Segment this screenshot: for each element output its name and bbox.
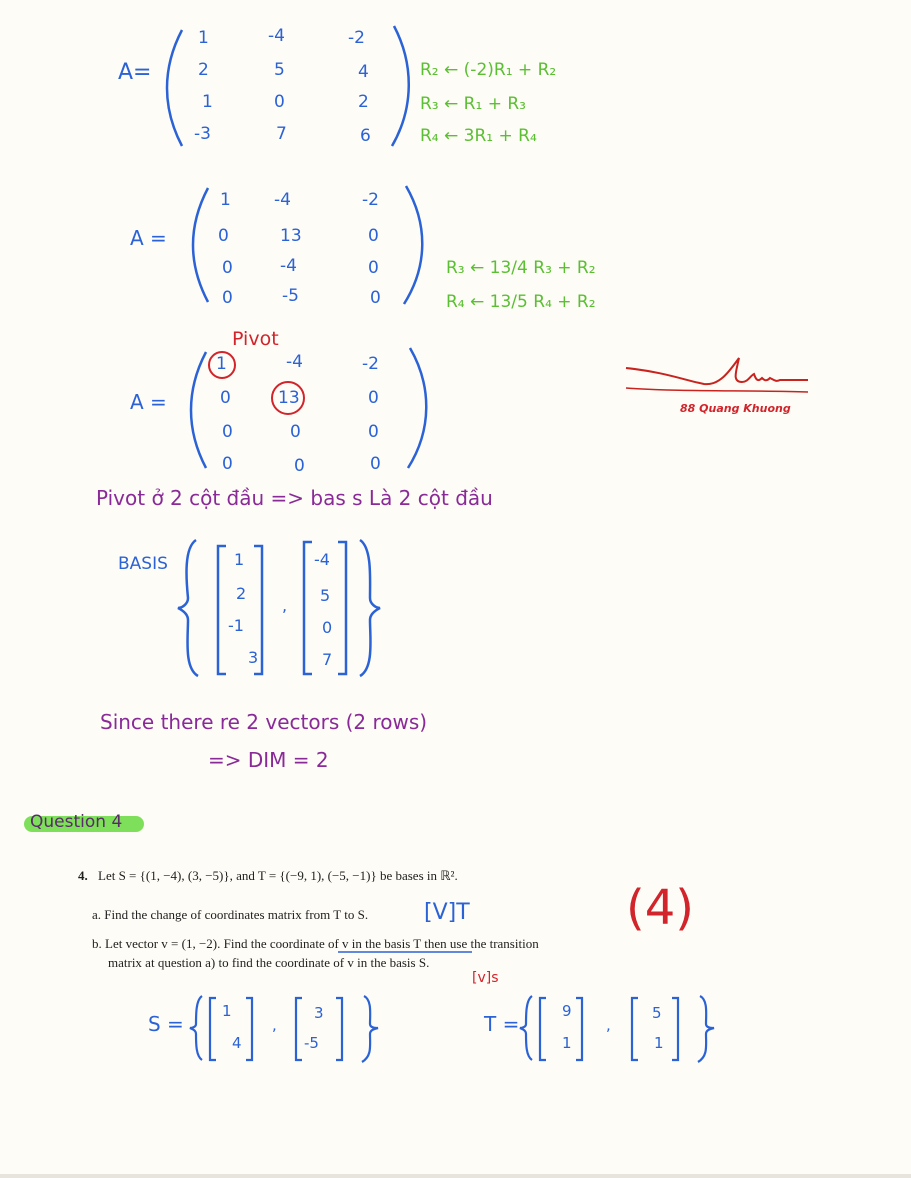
set-S-left-brace xyxy=(188,994,208,1062)
basis-vec1-entry: 1 xyxy=(234,550,245,569)
basis-vec2 xyxy=(312,546,342,672)
basis-vec2-entry: -4 xyxy=(314,550,330,569)
basis-right-brace xyxy=(356,538,386,678)
signature-scribble xyxy=(624,352,814,402)
basis-vec1-entry: -1 xyxy=(228,616,244,635)
matrix1-right-paren xyxy=(388,24,418,148)
basis-left-brace xyxy=(176,538,206,678)
set-T-label: T = xyxy=(484,1012,520,1036)
matrix2-op: R₃ ← 13/4 R₃ + R₂ xyxy=(446,258,596,278)
matrix1-label: A= xyxy=(118,60,152,85)
matrix1-left-paren xyxy=(160,28,190,148)
matrix3-cell: 13 xyxy=(278,388,300,408)
annotation-v-S: [v]s xyxy=(472,970,499,986)
matrix2-cell: 0 xyxy=(222,288,233,308)
set-T-comma: , xyxy=(606,1016,611,1034)
matrix3-cell: 0 xyxy=(220,388,231,408)
problem-part-b-line1: b. Let vector v = (1, −2). Find the coordinate of v in the basis T then use the transition xyxy=(92,936,539,951)
set-T-vec1-entry: 1 xyxy=(562,1034,572,1052)
set-S-vec1-entry: 1 xyxy=(222,1002,232,1020)
set-T-vec2-entry: 5 xyxy=(652,1004,662,1022)
basis-vec2-entry: 7 xyxy=(322,650,333,669)
matrix2-cell: -4 xyxy=(280,256,297,276)
matrix3-cell: 0 xyxy=(368,388,379,408)
matrix1-cell: 5 xyxy=(274,60,285,80)
matrix1-cell: -3 xyxy=(194,124,211,144)
set-S-label: S = xyxy=(148,1012,184,1036)
set-S-comma: , xyxy=(272,1016,277,1034)
basis-vec1-entry: 2 xyxy=(236,584,247,603)
set-S-vec2-entry: -5 xyxy=(304,1034,319,1052)
pivot-note: Pivot ở 2 cột đầu => bas s Là 2 cột đầu xyxy=(96,486,493,510)
matrix3-cell: 1 xyxy=(216,354,227,374)
basis-vec2-entry: 0 xyxy=(322,618,333,637)
pivot-label: Pivot xyxy=(232,328,279,350)
matrix1-cell: 1 xyxy=(202,92,213,112)
set-S-vec2-entry: 3 xyxy=(314,1004,324,1022)
problem-statement: Let S = {(1, −4), (3, −5)}, and T = {(−9, 1), (−5, −1)} be bases in ℝ². xyxy=(98,868,458,883)
matrix2-cell: 0 xyxy=(218,226,229,246)
matrix3-cell: 0 xyxy=(370,454,381,474)
matrix1-op: R₂ ← (-2)R₁ + R₂ xyxy=(420,60,557,80)
matrix2-cell: 0 xyxy=(370,288,381,308)
matrix2-cell: 0 xyxy=(368,258,379,278)
matrix2-left-paren xyxy=(184,186,214,304)
matrix1-cell: 4 xyxy=(358,62,369,82)
matrix3-cell: -4 xyxy=(286,352,303,372)
problem-part-a: a. Find the change of coordinates matrix from T to S. xyxy=(92,907,369,922)
page-bottom-edge xyxy=(0,1174,911,1178)
signature-name: 88 Quang Khuong xyxy=(680,402,791,415)
set-T-vec1-brackets xyxy=(536,996,586,1062)
matrix2-cell: -2 xyxy=(362,190,379,210)
matrix1-cell: 6 xyxy=(360,126,371,146)
question-tag: Question 4 xyxy=(30,812,123,832)
matrix2-op: R₄ ← 13/5 R₄ + R₂ xyxy=(446,292,596,312)
matrix1-cell: 2 xyxy=(358,92,369,112)
dim-note-line1: Since there re 2 vectors (2 rows) xyxy=(100,710,428,734)
set-T-right-brace xyxy=(696,994,720,1064)
matrix1-cell: 2 xyxy=(198,60,209,80)
basis-vec2-entry: 5 xyxy=(320,586,331,605)
basis-comma: , xyxy=(282,596,288,615)
problem-number: 4. xyxy=(78,868,88,883)
basis-label: BASIS xyxy=(118,554,168,574)
matrix3-cell: 0 xyxy=(222,422,233,442)
set-T-left-brace xyxy=(518,994,538,1062)
matrix2-cell: -4 xyxy=(274,190,291,210)
matrix3-cell: 0 xyxy=(368,422,379,442)
matrix1-body xyxy=(190,26,390,146)
set-T-vec1-entry: 9 xyxy=(562,1002,572,1020)
annotation-big-4: (4) xyxy=(626,880,694,936)
matrix2-cell: 13 xyxy=(280,226,302,246)
matrix1-op: R₃ ← R₁ + R₃ xyxy=(420,94,526,114)
matrix3-right-paren xyxy=(404,346,434,470)
dim-note-line2: => DIM = 2 xyxy=(208,748,329,772)
matrix3-cell: 0 xyxy=(290,422,301,442)
matrix2-right-paren xyxy=(400,184,430,306)
matrix1-cell: 1 xyxy=(198,28,209,48)
set-S-vec1-entry: 4 xyxy=(232,1034,242,1052)
basis-vec1 xyxy=(226,548,259,674)
matrix2-cell: -5 xyxy=(282,286,299,306)
set-T-vec2-entry: 1 xyxy=(654,1034,664,1052)
underline xyxy=(336,948,476,956)
matrix2-cell: 0 xyxy=(222,258,233,278)
matrix2-cell: 1 xyxy=(220,190,231,210)
matrix1-cell: -4 xyxy=(268,26,285,46)
matrix1-cell: 0 xyxy=(274,92,285,112)
matrix3-cell: -2 xyxy=(362,354,379,374)
matrix1-cell: 7 xyxy=(276,124,287,144)
matrix3-body xyxy=(212,350,402,476)
problem-part-b-line2: matrix at question a) to find the coordinate of v in the basis S. xyxy=(108,955,430,970)
matrix1-cell: -2 xyxy=(348,28,365,48)
matrix1-op: R₄ ← 3R₁ + R₄ xyxy=(420,126,537,146)
matrix2-body xyxy=(214,186,404,306)
annotation-v-T: [V]T xyxy=(424,900,470,925)
basis-vec1-entry: 3 xyxy=(248,648,259,667)
set-S-right-brace xyxy=(360,994,384,1064)
matrix3-cell: 0 xyxy=(294,456,305,476)
matrix3-cell: 0 xyxy=(222,454,233,474)
matrix2-label: A = xyxy=(130,226,167,250)
matrix3-label: A = xyxy=(130,390,167,414)
matrix2-cell: 0 xyxy=(368,226,379,246)
